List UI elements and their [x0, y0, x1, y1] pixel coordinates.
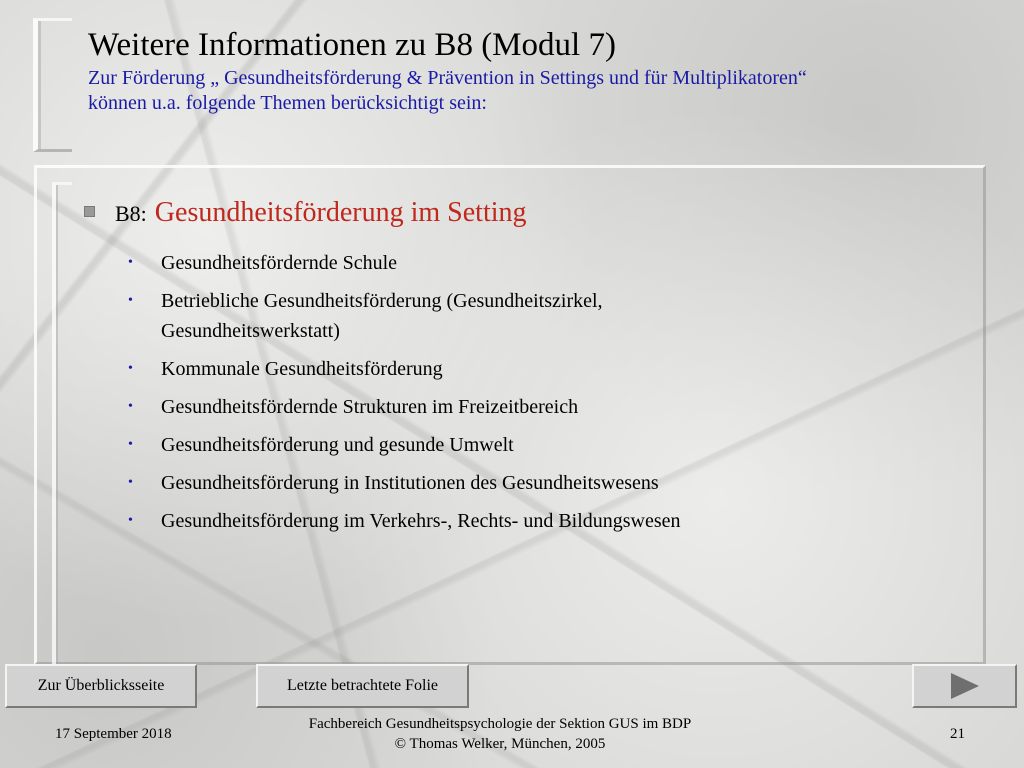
footer-credits-line-2: © Thomas Welker, München, 2005: [394, 736, 606, 752]
bullet-icon: •: [128, 399, 133, 414]
list-item-text: Kommunale Gesundheitsförderung: [161, 358, 443, 380]
list-item-text: Gesundheitsförderung in Institutionen des Gesundheitswesens: [161, 472, 659, 494]
list-item: [128, 286, 908, 346]
bullet-icon: •: [128, 255, 133, 270]
next-slide-button[interactable]: [912, 664, 1017, 708]
topic-list: [128, 248, 908, 544]
footer-credits: [250, 714, 750, 754]
play-triangle-icon: [951, 673, 979, 699]
bullet-icon: •: [128, 437, 133, 452]
list-item: [128, 506, 908, 536]
subtitle-line-2: können u.a. folgende Themen berücksichtigt sein:: [88, 92, 487, 114]
slide-title: Weitere Informationen zu B8 (Modul 7): [88, 27, 616, 63]
main-bullet-prefix: B8:: [115, 201, 147, 226]
list-item-text: Gesundheitsfördernde Schule: [161, 252, 398, 274]
title-frame-bracket: [33, 18, 72, 152]
subtitle-line-1: Zur Förderung „ Gesundheitsförderung & Prävention in Settings und für Multiplikatoren“: [88, 67, 807, 89]
footer-credits-line-1: Fachbereich Gesundheitspsychologie der Sektion GUS im BDP: [308, 716, 692, 732]
list-item: [128, 430, 908, 460]
bullet-icon: •: [128, 293, 133, 308]
list-item-text: Gesundheitsförderung im Verkehrs-, Rechts- und Bildungswesen: [161, 510, 681, 532]
bullet-icon: •: [128, 361, 133, 376]
slide-subtitle: [88, 66, 1008, 116]
page-number: 21: [950, 726, 965, 742]
content-frame-bracket: [52, 182, 72, 665]
square-bullet-icon: [84, 206, 95, 217]
bullet-icon: •: [128, 513, 133, 528]
last-slide-button-label: Letzte betrachtete Folie: [286, 677, 439, 694]
overview-button-label: Zur Überblicksseite: [37, 677, 165, 694]
main-bullet-title: Gesundheitsförderung im Setting: [154, 197, 527, 228]
list-item: [128, 354, 908, 384]
overview-button[interactable]: [5, 664, 197, 708]
list-item: [128, 248, 908, 278]
bullet-icon: •: [128, 475, 133, 490]
list-item-text: Gesundheitsfördernde Strukturen im Freizeitbereich: [161, 396, 579, 418]
main-bullet-item: [84, 197, 527, 229]
title-block: [88, 26, 1008, 116]
list-item-text: Gesundheitsförderung und gesunde Umwelt: [161, 434, 514, 456]
footer-date: 17 September 2018: [55, 726, 172, 742]
list-item-text: Betriebliche Gesundheitsförderung (Gesundheitszirkel, Gesundheitswerkstatt): [161, 290, 603, 342]
last-slide-button[interactable]: [256, 664, 469, 708]
list-item: [128, 392, 908, 422]
list-item: [128, 468, 908, 498]
